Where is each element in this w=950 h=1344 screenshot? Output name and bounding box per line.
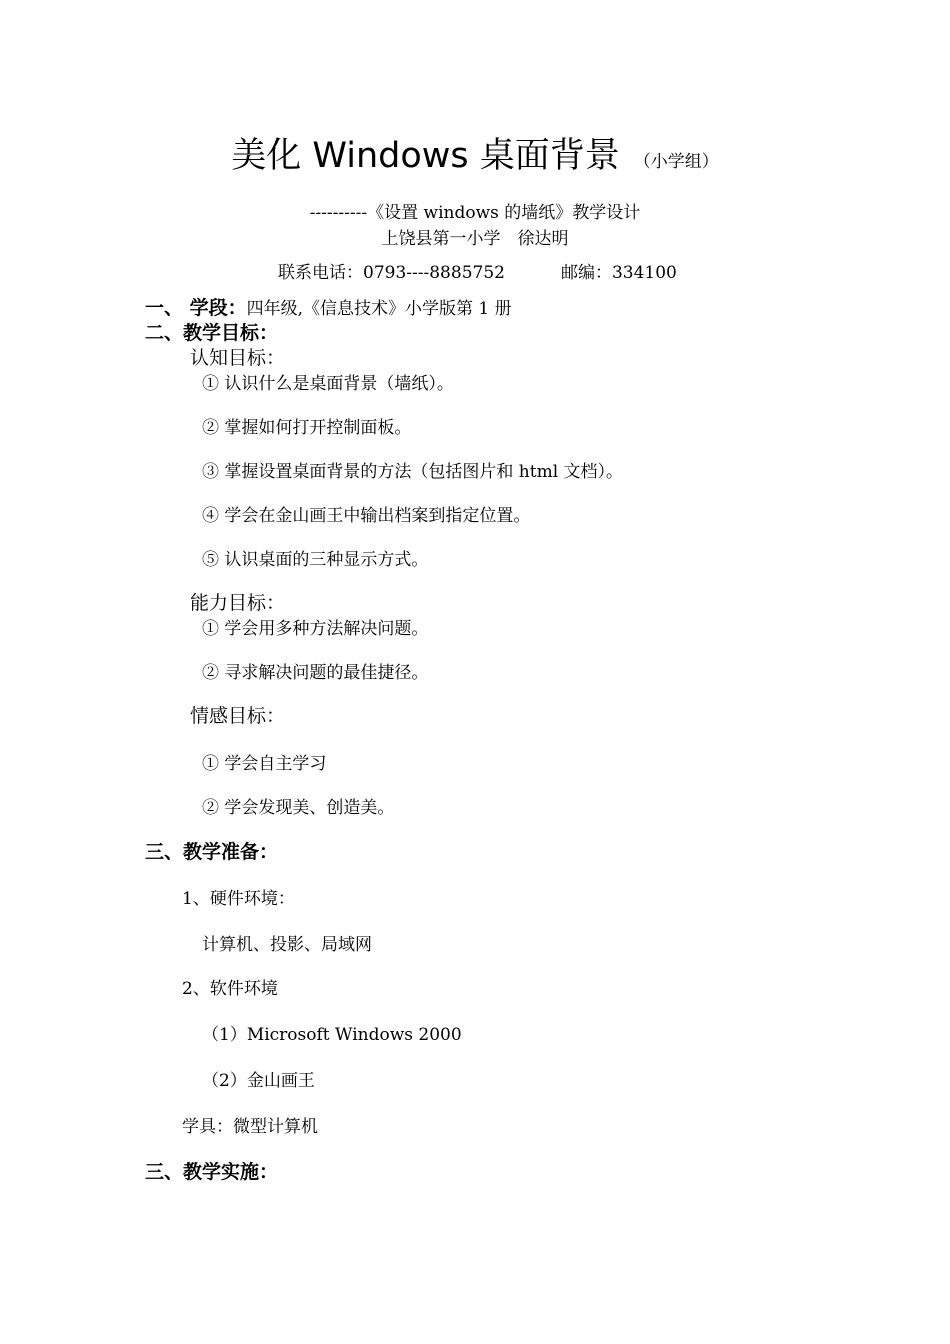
tools-line: 学具：微型计算机 (182, 1117, 318, 1137)
objective-item: ① 学会自主学习 (202, 754, 327, 774)
objective-item: ① 认识什么是桌面背景（墙纸）。 (202, 374, 454, 394)
objective-item: ② 寻求解决问题的最佳捷径。 (202, 663, 429, 683)
cognitive-heading: 认知目标： (190, 347, 286, 369)
section-implementation-heading: 三、教学实施： (145, 1161, 279, 1183)
software-item: （2）金山画王 (202, 1071, 315, 1091)
objective-item: ⑤ 认识桌面的三种显示方式。 (202, 550, 429, 570)
ability-heading: 能力目标： (190, 592, 286, 614)
emotion-heading: 情感目标： (190, 705, 286, 727)
postcode-text: 邮编：334100 (560, 263, 677, 283)
software-item: （1）Microsoft Windows 2000 (202, 1025, 462, 1045)
section-grade-content: 四年级,《信息技术》小学版第 1 册 (246, 299, 512, 319)
objective-item: ③ 掌握设置桌面背景的方法（包括图片和 html 文档）。 (202, 462, 624, 482)
section-objectives-heading: 二、教学目标： (145, 322, 279, 344)
hardware-items: 计算机、投影、局域网 (202, 935, 372, 955)
author-line: 上饶县第一小学 徐达明 (381, 229, 569, 249)
subtitle: ----------《设置 windows 的墙纸》教学设计 (309, 203, 641, 223)
section-grade-label: 一、 学段： (145, 297, 247, 319)
hardware-label: 1、硬件环境： (182, 889, 295, 909)
phone-text: 联系电话：0793----8885752 (278, 263, 505, 283)
objective-item: ④ 学会在金山画王中输出档案到指定位置。 (202, 506, 531, 526)
title-text: 美化 Windows 桌面背景 (231, 136, 620, 176)
objective-item: ② 掌握如何打开控制面板。 (202, 418, 412, 438)
contact-line (278, 258, 677, 283)
document-title (0, 128, 950, 178)
section-preparation-heading: 三、教学准备： (145, 841, 279, 863)
objective-item: ② 学会发现美、创造美。 (202, 798, 395, 818)
title-tag: （小学组） (633, 152, 719, 172)
section-grade (145, 293, 512, 320)
objective-item: ① 学会用多种方法解决问题。 (202, 619, 429, 639)
software-label: 2、软件环境 (182, 979, 278, 999)
